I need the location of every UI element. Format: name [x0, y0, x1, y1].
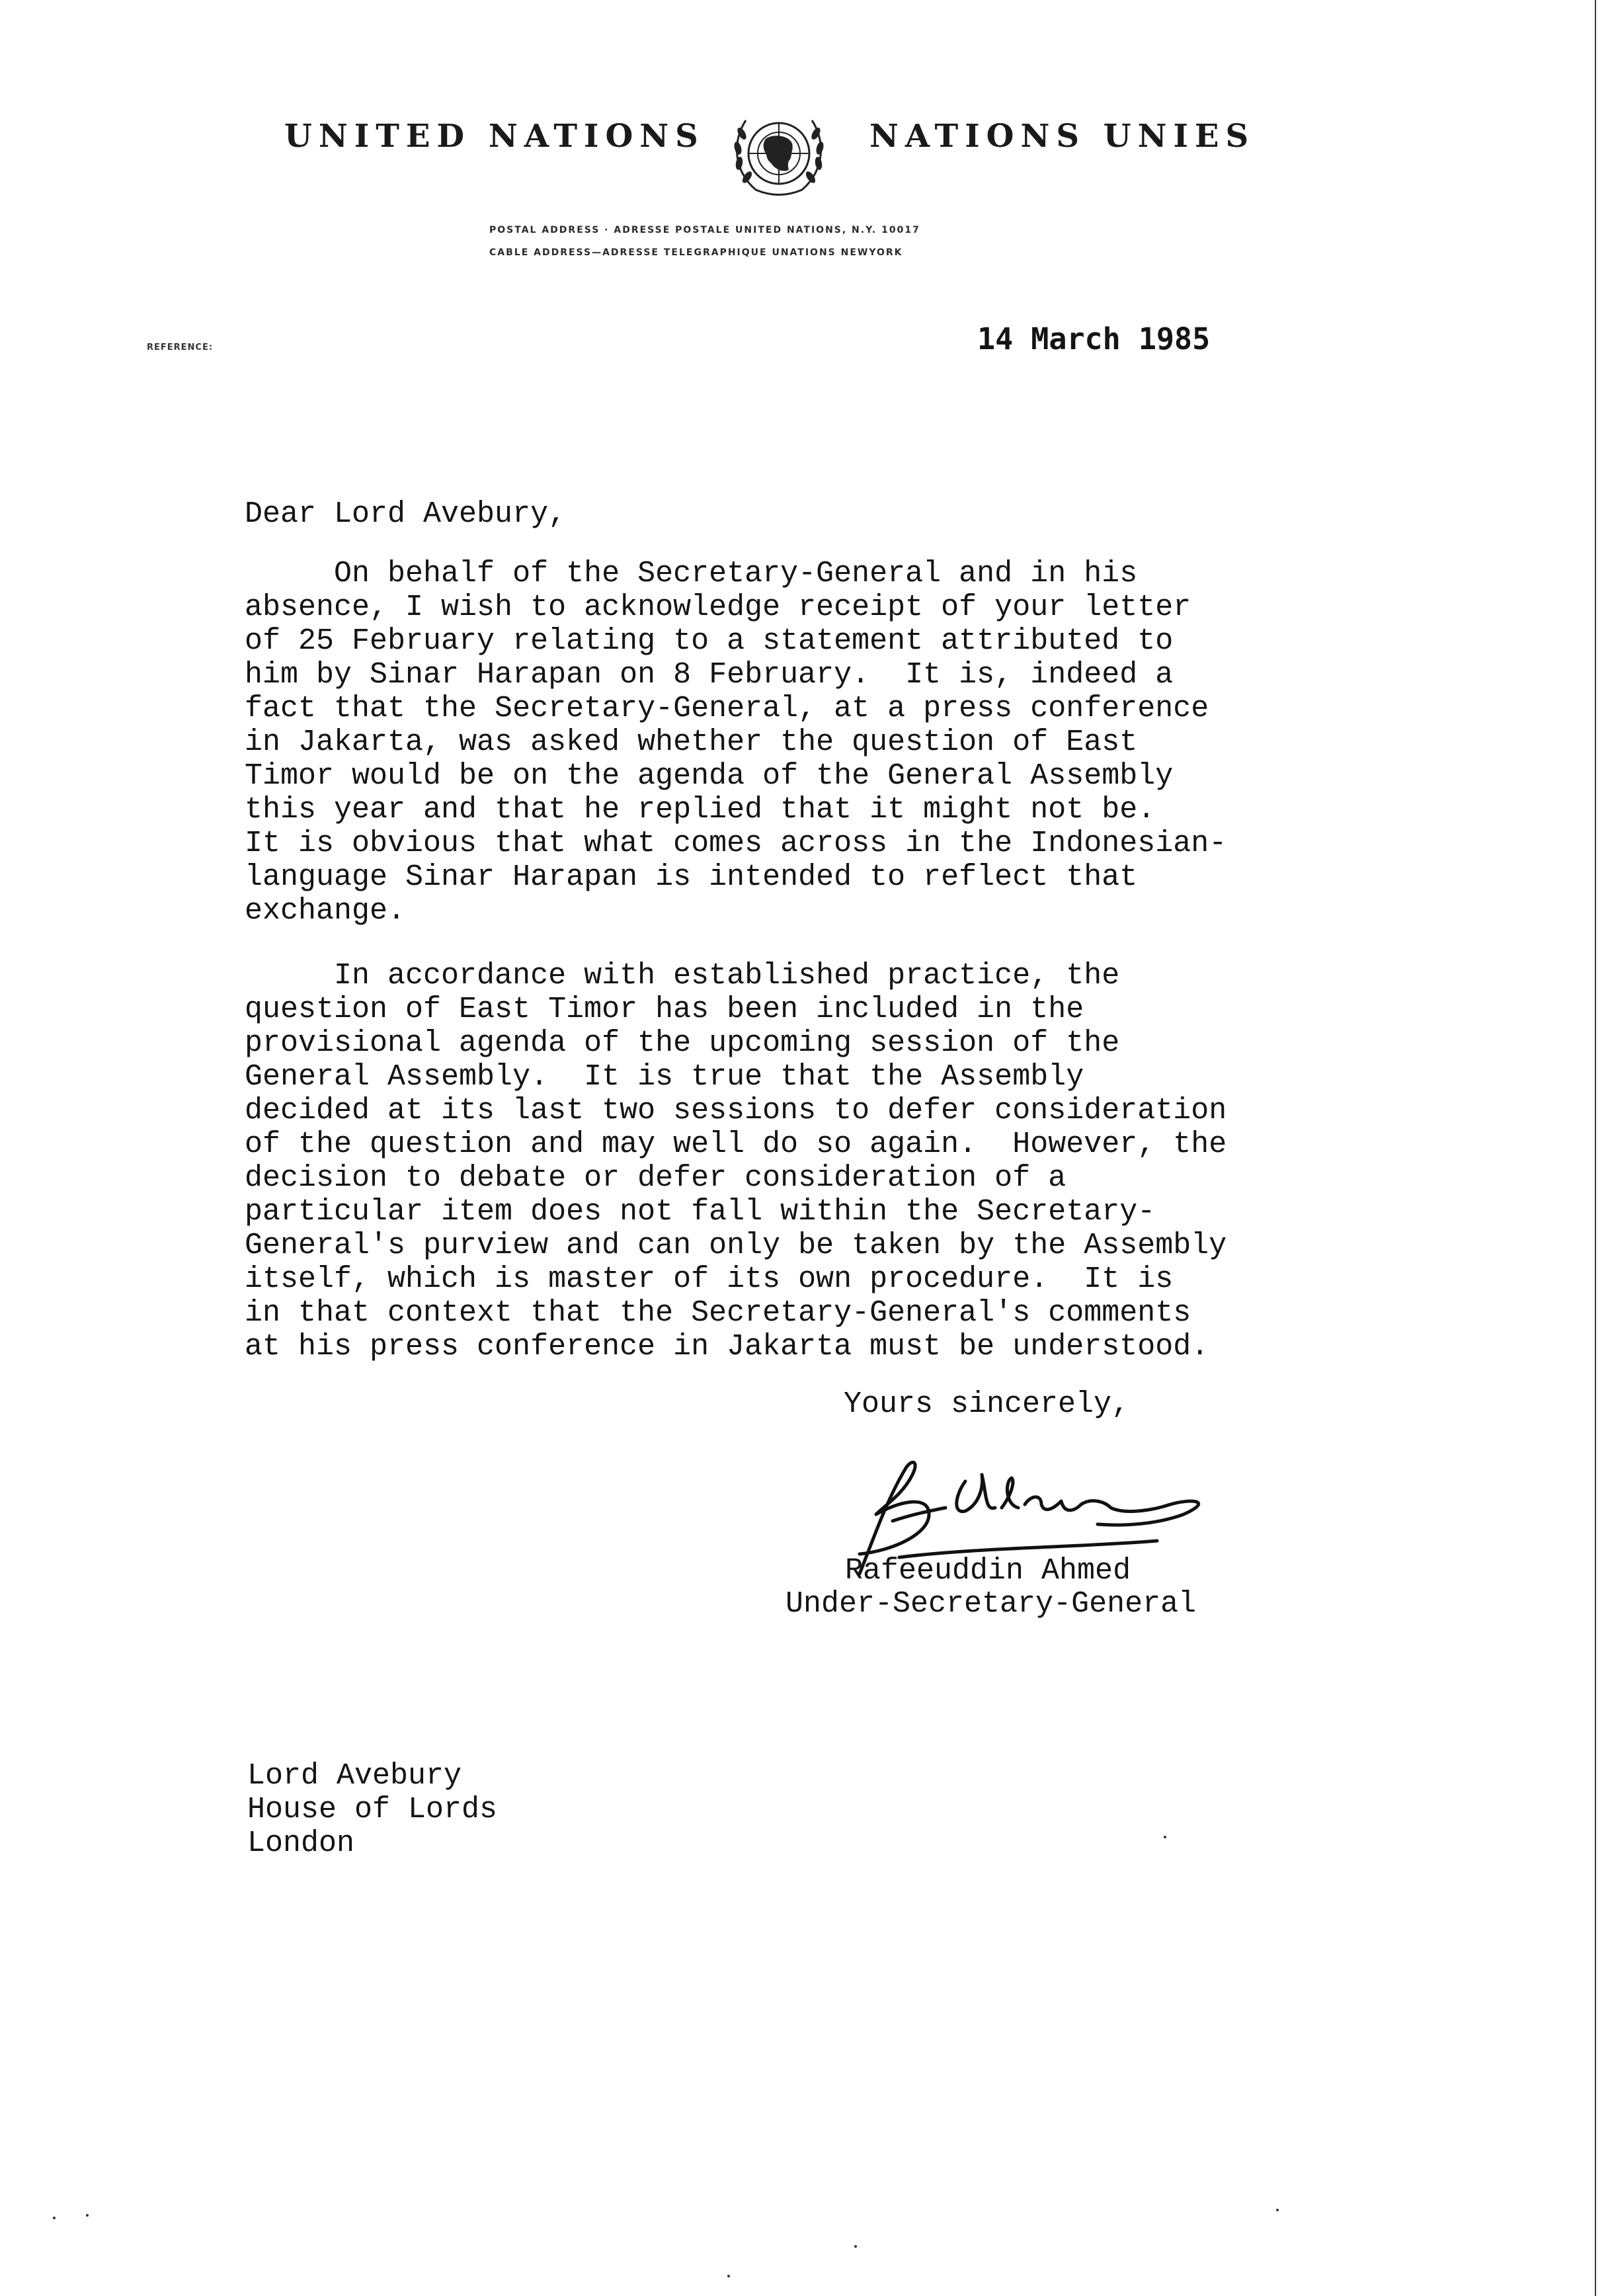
letterhead-french-title: NATIONS UNIES	[869, 118, 1256, 155]
closing: Yours sincerely,	[844, 1387, 1130, 1421]
body-paragraph-1: On behalf of the Secretary-General and in his absence, I wish to acknowledge receipt of your letter of 25 February relating to a statement attributed to him by Sinar Harapan on 8 February. It is, indeed a fact that the Secretary-General, at a press conference in Jakarta, was asked whether the question of East Timor would be on the agenda of the General Assembly this year and that he replied that it might not be. It is obvious that what comes across in the Indonesian- language Sinar Harapan is intended to reflect that exchange.	[245, 557, 1227, 928]
signatory-name: Rafeeuddin Ahmed	[845, 1554, 1131, 1588]
signatory-title: Under-Secretary-General	[785, 1587, 1197, 1621]
cable-address: CABLE ADDRESS—ADRESSE TELEGRAPHIQUE UNATIONS NEWYORK	[489, 247, 903, 258]
postal-address: POSTAL ADDRESS · ADRESSE POSTALE UNITED NATIONS, N.Y. 10017	[489, 225, 920, 235]
recipient-address	[247, 1759, 497, 1860]
scan-speck	[86, 2214, 89, 2217]
letterhead-english-title: UNITED NATIONS	[284, 118, 705, 155]
scan-edge-line	[1595, 0, 1596, 2296]
letter-date: 14 March 1985	[977, 321, 1211, 356]
salutation: Dear Lord Avebury,	[245, 497, 567, 531]
reference-label: REFERENCE:	[147, 343, 214, 352]
recipient-line-3: London	[247, 1826, 355, 1860]
scan-speck	[53, 2217, 56, 2219]
scan-speck	[854, 2245, 857, 2248]
body-paragraph-2: In accordance with established practice, the question of East Timor has been included in the provisional agenda of the upcoming session of the General Assembly. It is true that the Assembly decided at its last two sessions to defer consideration of the question and may well do so again. However, the decision to debate or defer consideration of a particular item does not fall within the Secretary- General's purview and can only be taken by the Assembly itself, which is master of its own procedure. It is in that context that the Secretary-General's comments at his press conference in Jakarta must be understood.	[245, 959, 1227, 1364]
scan-speck	[1164, 1836, 1166, 1838]
scan-speck	[1276, 2209, 1279, 2211]
recipient-line-1: Lord Avebury	[247, 1759, 462, 1793]
recipient-line-2: House of Lords	[247, 1793, 498, 1826]
un-emblem-icon	[726, 107, 832, 200]
scan-speck	[727, 2275, 730, 2277]
